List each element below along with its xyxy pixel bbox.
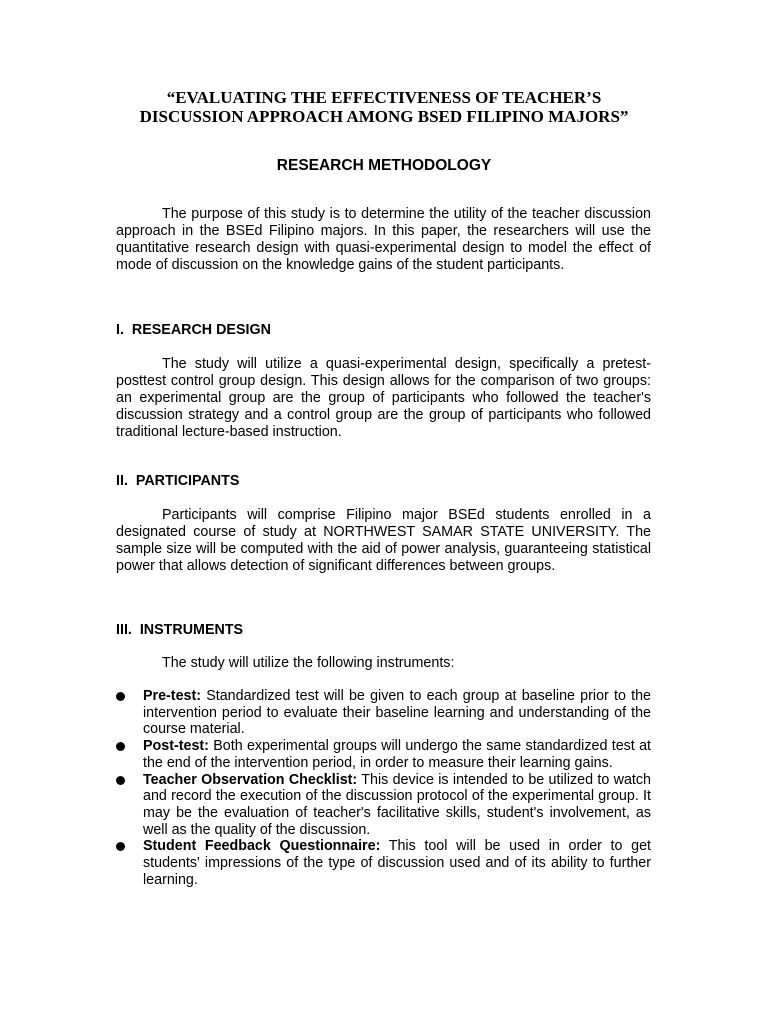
- instrument-description: This tool will be used in order to get students' impressions of the type of discussion used and of its ability to further learning.: [143, 838, 651, 888]
- document-title-line-2: DISCUSSION APPROACH AMONG BSED FILIPINO MAJORS”: [139, 107, 629, 126]
- list-item: [116, 838, 651, 888]
- bullet-icon: [116, 776, 125, 785]
- bullet-icon: [116, 742, 125, 751]
- instrument-term: Student Feedback Questionnaire:: [143, 838, 381, 855]
- research-design-paragraph: The study will utilize a quasi-experimental design, specifically a pretest-posttest control group design. This design allows for the comparison of two groups: an experimental group are the group of participants who followed the teacher's discussion strategy and a control group are the group of participants who followed traditional lecture-based instruction.: [116, 356, 651, 440]
- list-item: [116, 738, 651, 771]
- instruments-intro: The study will utilize the following instruments:: [162, 655, 455, 671]
- bullet-icon: [116, 842, 125, 851]
- participants-paragraph: Participants will comprise Filipino major BSEd students enrolled in a designated course of study at NORTHWEST SAMAR STATE UNIVERSITY. The sample size will be computed with the aid of power analysis, guaranteeing statistical power that allows detection of significant differences between groups.: [116, 507, 651, 574]
- instrument-description: This device is intended to be utilized to watch and record the execution of the discussion protocol of the experimental group. It may be the evaluation of teacher's facilitative skills, student's involvement, as well as the quality of the discussion.: [143, 771, 651, 838]
- instrument-description: Both experimental groups will undergo the same standardized test at the end of the intervention period, in order to measure their learning gains.: [143, 738, 651, 771]
- participants-heading: II. PARTICIPANTS: [116, 473, 240, 489]
- instrument-term: Pre-test:: [143, 688, 201, 704]
- instrument-term: Teacher Observation Checklist:: [143, 771, 358, 788]
- instrument-term: Post-test:: [143, 738, 209, 755]
- list-item: [116, 688, 651, 738]
- instrument-description: Standardized test will be given to each group at baseline prior to the intervention period to evaluate their baseline learning and understanding of the course material.: [143, 688, 651, 738]
- research-design-heading: I. RESEARCH DESIGN: [116, 322, 271, 338]
- bullet-icon: [116, 692, 125, 701]
- section-title: RESEARCH METHODOLOGY: [276, 157, 492, 174]
- intro-paragraph: The purpose of this study is to determine the utility of the teacher discussion approach in the BSEd Filipino majors. In this paper, the researchers will use the quantitative research design with quasi-experimental design to model the effect of mode of discussion on the knowledge gains of the student participants.: [116, 206, 651, 273]
- document-title-line-1: “EVALUATING THE EFFECTIVENESS OF TEACHER’S: [166, 88, 602, 107]
- instruments-heading: III. INSTRUMENTS: [116, 622, 244, 638]
- instruments-list: [116, 688, 651, 888]
- list-item: [116, 772, 651, 839]
